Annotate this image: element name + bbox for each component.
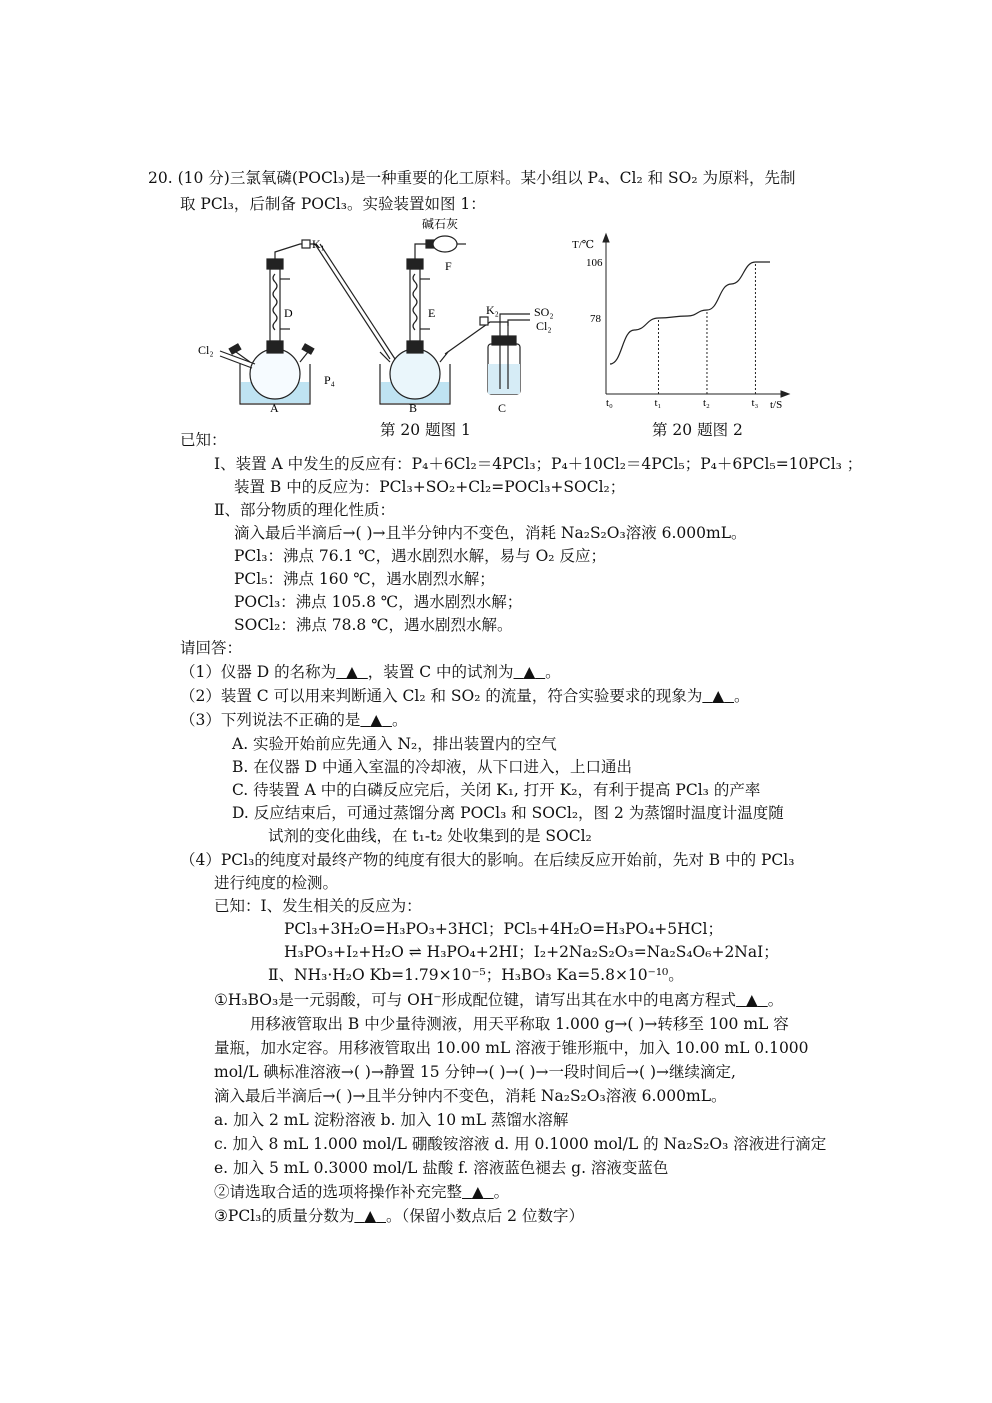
label-so2: SO₂ (534, 305, 554, 319)
sub-question-3: ③PCl₃的质量分数为 ▲ 。（保留小数点后 2 位数字） (214, 1207, 584, 1225)
label-a: A (270, 401, 279, 415)
choices-line-3: e. 加入 5 mL 0.3000 mol/L 盐酸 f. 溶液蓝色褪去 g. 溶液变蓝色 (214, 1159, 669, 1177)
property-socl2: SOCl₂：沸点 78.8 ℃，遇水剧烈水解。 (234, 616, 513, 634)
x-axis-label: t/S (770, 399, 783, 411)
equation-3: Ⅱ、NH₃·H₂O Kb=1.79×10⁻⁵；H₃BO₃ Ka=5.8×10⁻¹⁰。 (268, 966, 684, 984)
label-k1: K₁ (312, 237, 325, 251)
question-4-line-1: （4）PCl₃的纯度对最终产物的纯度有很大的影响。在后续反应开始前，先对 B 中的 PCl₃ (180, 851, 795, 869)
equation-1: PCl₃+3H₂O=H₃PO₃+3HCl；PCl₅+4H₂O=H₃PO₄+5HCl； (284, 920, 723, 938)
label-d: D (284, 306, 293, 320)
s1-blank: ▲ (745, 991, 758, 1009)
s2-blank: ▲ (471, 1183, 484, 1201)
reaction-b: 装置 B 中的反应为：PCl₃+SO₂+Cl₂=POCl₃+SOCl₂； (234, 478, 626, 496)
label-p4: P₄ (324, 373, 335, 387)
q1-blank-2: ▲ (523, 663, 536, 681)
sub-question-2: ②请选取合适的选项将操作补充完整 ▲ 。 (214, 1183, 510, 1201)
s1-text: ①H₃BO₃是一元弱酸，可与 OH⁻形成配位键，请写出其在水中的电离方程式 (214, 991, 737, 1009)
q1-text-b: ，装置 C 中的试剂为 (367, 663, 514, 681)
flask-a (250, 349, 300, 399)
option-b: B. 在仪器 D 中通入室温的冷却液，从下口进入，上口通出 (232, 758, 633, 776)
property-pcl3: PCl₃：沸点 76.1 ℃，遇水剧烈水解，易与 O₂ 反应； (234, 547, 606, 565)
temperature-curve (610, 262, 770, 364)
procedure-line-2: 量瓶，加水定容。用移液管取出 10.00 mL 溶液于锥形瓶中，加入 10.00 mL 0.1000 (214, 1039, 809, 1057)
figure-1-apparatus (190, 214, 570, 420)
question-1: （1）仪器 D 的名称为 ▲ ，装置 C 中的试剂为 ▲ 。 (180, 663, 561, 681)
q1-text-a: （1）仪器 D 的名称为 (180, 663, 337, 681)
known-heading: 已知： (180, 431, 227, 449)
q2-text: （2）装置 C 可以用来判断通入 Cl₂ 和 SO₂ 的流量，符合实验要求的现象为 (180, 687, 703, 705)
label-soda-lime: 碱石灰 (422, 217, 459, 231)
option-d-line-2: 试剂的变化曲线，在 t₁-t₂ 处收集到的是 SOCl₂ (268, 827, 592, 845)
properties-heading: Ⅱ、部分物质的理化性质： (214, 501, 396, 519)
s3-blank: ▲ (364, 1207, 377, 1225)
option-a: A. 实验开始前应先通入 N₂，排出装置内的空气 (232, 735, 557, 753)
y-tick-78: 78 (590, 313, 601, 325)
y-tick-106: 106 (586, 257, 603, 269)
question-line-2: 取 PCl₃，后制备 POCl₃。实验装置如图 1： (180, 195, 486, 213)
label-e: E (428, 306, 436, 320)
sub-question-1: ①H₃BO₃是一元弱酸，可与 OH⁻形成配位键，请写出其在水中的电离方程式 ▲ 。 (214, 991, 784, 1009)
question-2: （2）装置 C 可以用来判断通入 Cl₂ 和 SO₂ 的流量，符合实验要求的现象为 ▲ 。 (180, 687, 750, 705)
procedure-line-1: 用移液管取出 B 中少量待测液，用天平称取 1.000 g→( )→转移至 100 mL 容 (250, 1015, 789, 1033)
equation-2: H₃PO₃+I₂+H₂O ⇌ H₃PO₄+2HI；I₂+2Na₂S₂O₃=Na₂S₄O₆+2NaI； (284, 943, 779, 961)
choices-line-2: c. 加入 8 mL 1.000 mol/L 硼酸铵溶液 d. 用 0.1000 mol/L 的 Na₂S₂O₃ 溶液进行滴定 (214, 1135, 827, 1153)
option-d-line-1: D. 反应结束后，可通过蒸馏分离 POCl₃ 和 SOCl₂，图 2 为蒸馏时温度计温度随 (232, 804, 784, 822)
question-3: （3）下列说法不正确的是 ▲ 。 (180, 711, 408, 729)
procedure-line-4: 滴入最后半滴后→( )→且半分钟内不变色，消耗 Na₂S₂O₃溶液 6.000mL。 (214, 1087, 727, 1105)
property-pocl3: POCl₃：沸点 105.8 ℃，遇水剧烈水解； (234, 593, 523, 611)
option-c: C. 待装置 A 中的白磷反应完后，关闭 K₁, 打开 K₂，有利于提高 PCl₃ 的产率 (232, 781, 761, 799)
figure-2-caption: 第 20 题图 2 (652, 421, 743, 439)
y-axis-label: T/℃ (572, 239, 595, 251)
property-p4: 滴入最后半滴后→( )→且半分钟内不变色，消耗 Na₂S₂O₃溶液 6.000mL。 (234, 524, 747, 542)
question-line-1: 20. (10 分)三氯氧磷(POCl₃)是一种重要的化工原料。某小组以 P₄、Cl₂ 和 SO₂ 为原料，先制 (148, 169, 796, 187)
figure-1-caption: 第 20 题图 1 (380, 421, 471, 439)
q2-blank: ▲ (712, 687, 725, 705)
choices-line-1: a. 加入 2 mL 淀粉溶液 b. 加入 10 mL 蒸馏水溶解 (214, 1111, 569, 1129)
label-c: C (498, 401, 507, 415)
reaction-a: Ⅰ、装置 A 中发生的反应有：P₄＋6Cl₂＝4PCl₃；P₄＋10Cl₂＝4PCl₅；P₄＋6PCl₅=10PCl₃ ； (214, 455, 863, 473)
property-pcl5: PCl₅：沸点 160 ℃，遇水剧烈水解； (234, 570, 495, 588)
label-f: F (445, 259, 452, 273)
q1-blank-1: ▲ (346, 663, 358, 681)
s3-text: ③PCl₃的质量分数为 (214, 1207, 355, 1225)
x-tick-t3: t₃ (751, 397, 759, 409)
x-tick-t1: t₁ (654, 397, 662, 409)
label-k2: K₂ (486, 303, 499, 317)
label-cl2-right: Cl₂ (536, 319, 552, 333)
x-tick-t0: t₀ (606, 397, 613, 409)
procedure-line-3: mol/L 碘标准溶液→( )→静置 15 分钟→( )→( )→一段时间后→( )→继续滴定, (214, 1063, 736, 1081)
question-4-known: 已知：Ⅰ、发生相关的反应为： (214, 897, 422, 915)
flask-b (390, 349, 440, 399)
q3-text: （3）下列说法不正确的是 (180, 711, 361, 729)
label-cl2-left: Cl₂ (198, 343, 214, 357)
x-tick-t2: t₂ (702, 397, 710, 409)
label-b: B (409, 401, 418, 415)
figure-2-chart (570, 232, 800, 412)
please-answer: 请回答： (180, 639, 243, 657)
q3-blank: ▲ (370, 711, 383, 729)
question-4-line-2: 进行纯度的检测。 (214, 874, 339, 892)
s2-text: ②请选取合适的选项将操作补充完整 (214, 1183, 463, 1201)
